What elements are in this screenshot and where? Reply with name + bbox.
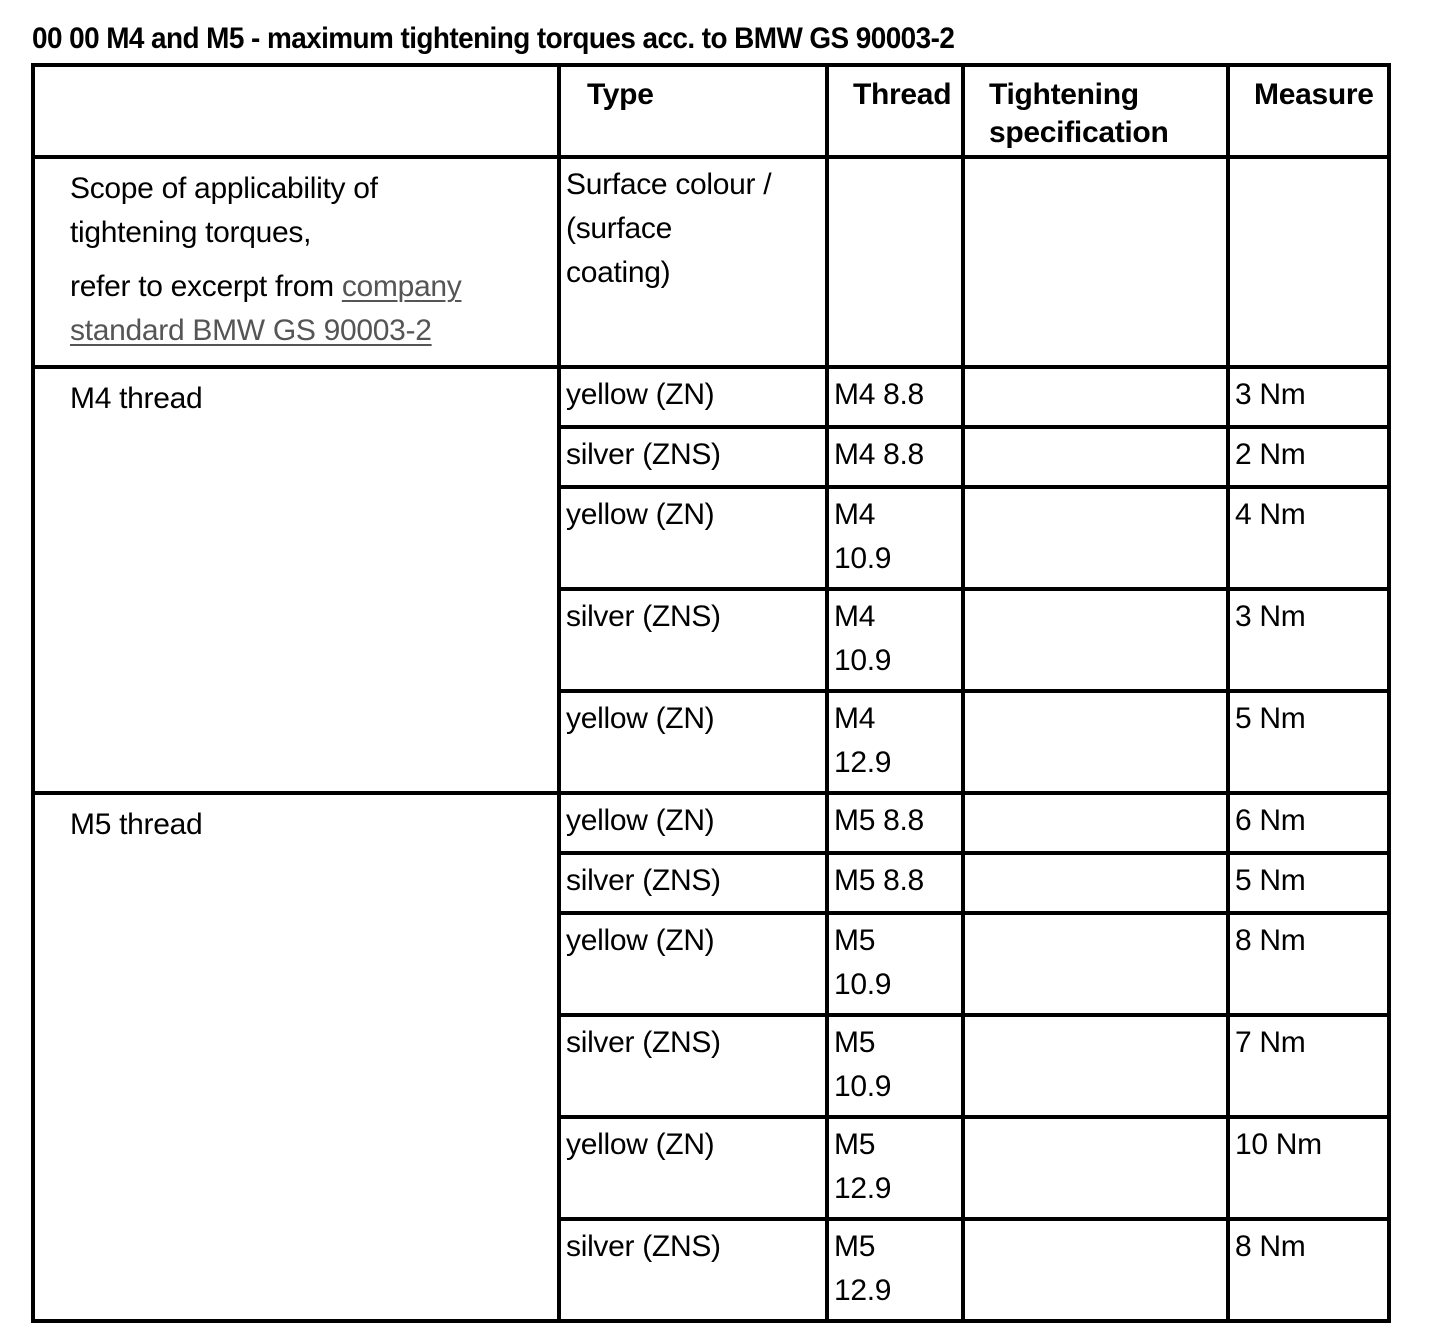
thread-cell (827, 913, 963, 1015)
type-cell: yellow (ZN) (559, 1117, 827, 1219)
header-tightening-specification (963, 65, 1228, 157)
measure-cell: 5 Nm (1228, 691, 1389, 793)
spec-cell (963, 1015, 1228, 1117)
type-cell: yellow (ZN) (559, 691, 827, 793)
thread-size: M5 (834, 924, 876, 957)
type-cell: silver (ZNS) (559, 589, 827, 691)
header-thread: Thread (827, 65, 963, 157)
header-spec-line2: specification (989, 116, 1169, 149)
thread-grade: 12.9 (834, 1172, 892, 1205)
torque-table (31, 63, 1391, 1323)
table-row (33, 367, 1389, 427)
thread-cell (827, 1117, 963, 1219)
thread-size: M5 (834, 1128, 876, 1161)
spec-cell (963, 853, 1228, 913)
thread-size: M5 8.8 (834, 804, 924, 837)
thread-cell (827, 427, 963, 487)
measure-cell: 4 Nm (1228, 487, 1389, 589)
empty-cell (1228, 157, 1389, 367)
thread-group-label: M5 thread (33, 793, 559, 1321)
type-cell: silver (ZNS) (559, 853, 827, 913)
measure-cell: 3 Nm (1228, 367, 1389, 427)
type-cell: silver (ZNS) (559, 427, 827, 487)
thread-size: M4 8.8 (834, 438, 924, 471)
type-cell: yellow (ZN) (559, 367, 827, 427)
measure-cell: 5 Nm (1228, 853, 1389, 913)
type-cell: yellow (ZN) (559, 487, 827, 589)
measure-cell: 8 Nm (1228, 1219, 1389, 1321)
measure-cell: 7 Nm (1228, 1015, 1389, 1117)
spec-cell (963, 589, 1228, 691)
measure-cell: 3 Nm (1228, 589, 1389, 691)
thread-cell (827, 691, 963, 793)
thread-cell (827, 793, 963, 853)
thread-size: M5 8.8 (834, 864, 924, 897)
thread-cell (827, 1015, 963, 1117)
measure-cell: 2 Nm (1228, 427, 1389, 487)
type-cell: silver (ZNS) (559, 1219, 827, 1321)
table-row (33, 793, 1389, 853)
spec-cell (963, 367, 1228, 427)
scope-row (33, 157, 1389, 367)
header-measure: Measure (1228, 65, 1389, 157)
company-standard-link[interactable]: company (341, 270, 462, 303)
spec-cell (963, 1117, 1228, 1219)
empty-cell (963, 157, 1228, 367)
spec-cell (963, 427, 1228, 487)
thread-cell (827, 487, 963, 589)
spec-cell (963, 1219, 1228, 1321)
spec-cell (963, 913, 1228, 1015)
type-cell: yellow (ZN) (559, 793, 827, 853)
thread-cell (827, 853, 963, 913)
spec-cell (963, 487, 1228, 589)
type-cell: silver (ZNS) (559, 1015, 827, 1117)
spec-cell (963, 793, 1228, 853)
type-cell: yellow (ZN) (559, 913, 827, 1015)
thread-size: M4 (834, 600, 876, 633)
empty-cell (827, 157, 963, 367)
spec-cell (963, 691, 1228, 793)
thread-cell (827, 367, 963, 427)
thread-grade: 10.9 (834, 644, 892, 677)
measure-cell: 8 Nm (1228, 913, 1389, 1015)
header-spec-line1: Tightening (989, 78, 1139, 111)
thread-grade: 10.9 (834, 968, 892, 1001)
header-type: Type (559, 65, 827, 157)
scope-cell: Scope of applicability of tightening torques, refer to excerpt from company standard BMW GS 90003-2 (33, 157, 559, 367)
thread-grade: 10.9 (834, 542, 892, 575)
thread-cell (827, 589, 963, 691)
page-title: 00 00 M4 and M5 - maximum tightening torques acc. to BMW GS 90003-2 (32, 22, 955, 55)
thread-size: M5 (834, 1230, 876, 1263)
header-row (33, 65, 1389, 157)
thread-cell (827, 1219, 963, 1321)
thread-size: M4 8.8 (834, 378, 924, 411)
measure-cell: 6 Nm (1228, 793, 1389, 853)
header-empty (33, 65, 559, 157)
surface-colour-cell: Surface colour / (surface coating) (559, 157, 827, 367)
thread-size: M4 (834, 498, 876, 531)
thread-size: M4 (834, 702, 876, 735)
thread-group-label: M4 thread (33, 367, 559, 793)
thread-grade: 12.9 (834, 746, 892, 779)
thread-size: M5 (834, 1026, 876, 1059)
thread-grade: 10.9 (834, 1070, 892, 1103)
company-standard-link-cont[interactable]: standard BMW GS 90003-2 (70, 314, 432, 347)
thread-grade: 12.9 (834, 1274, 892, 1307)
measure-cell: 10 Nm (1228, 1117, 1389, 1219)
